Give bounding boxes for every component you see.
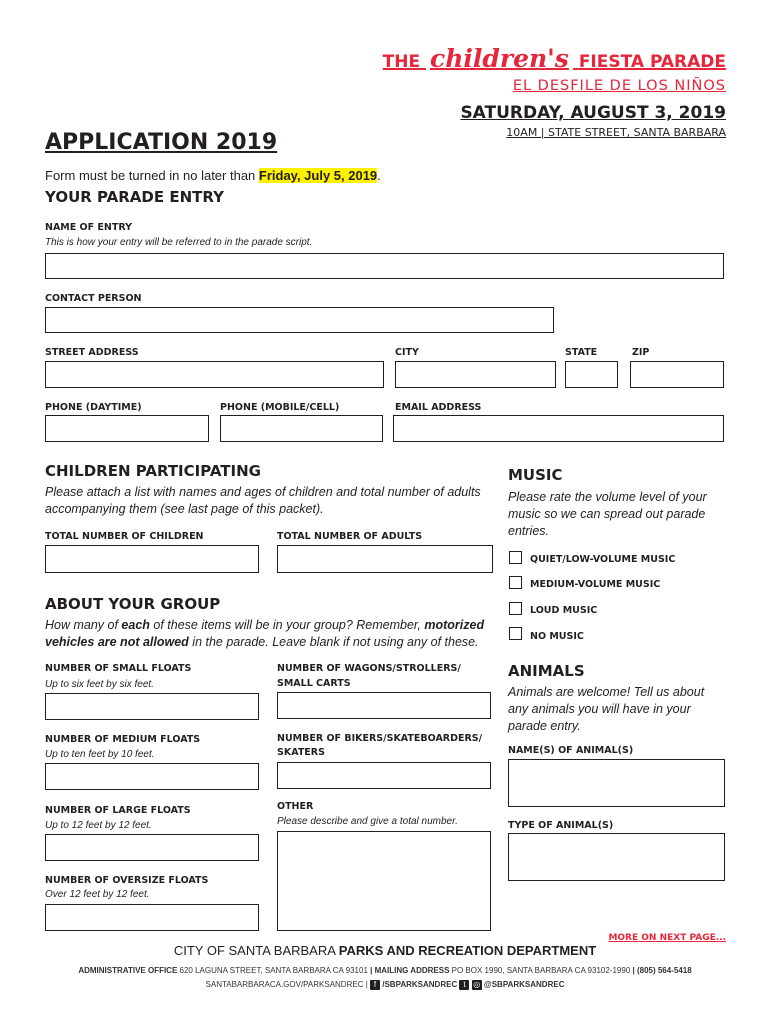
footer-department: [0, 943, 770, 958]
instagram-handle[interactable]: @SBPARKSANDREC: [483, 980, 565, 990]
footer-web: [0, 980, 770, 990]
phone-mobile-label: PHONE (MOBILE/CELL): [220, 402, 340, 413]
application-title: APPLICATION 2019: [45, 130, 278, 155]
oversize-floats-sub: Over 12 feet by 12 feet.: [45, 889, 150, 900]
small-floats-sub: Up to six feet by six feet.: [45, 679, 154, 690]
footer-addresses: [0, 966, 770, 975]
group-desc-each: each: [121, 618, 150, 632]
admin-office-label: ADMINISTRATIVE OFFICE: [78, 966, 178, 975]
quiet-music-checkbox[interactable]: [509, 551, 522, 564]
facebook-handle[interactable]: /SBPARKSANDREC: [382, 980, 458, 990]
deadline-prefix: Form must be turned in no later than: [45, 168, 259, 183]
state-field[interactable]: [565, 361, 618, 388]
phone-daytime-field[interactable]: [45, 415, 209, 442]
total-children-field[interactable]: [45, 545, 259, 573]
title-fiesta-parade: FIESTA PARADE: [578, 52, 726, 72]
large-floats-field[interactable]: [45, 834, 259, 861]
footer-website[interactable]: SANTABARBARACA.GOV/PARKSANDREC: [205, 980, 366, 990]
group-desc-motorized: motorized vehicles are not allowed: [45, 618, 485, 649]
name-of-entry-sub: This is how your entry will be referred to in the parade script.: [45, 237, 313, 248]
group-desc-1: How many of: [45, 618, 122, 632]
footer-separator: |: [365, 980, 368, 990]
name-of-entry-field[interactable]: [45, 253, 724, 279]
children-heading: CHILDREN PARTICIPATING: [45, 462, 261, 480]
phone-daytime-label: PHONE (DAYTIME): [45, 402, 142, 413]
mailing-address-label: MAILING ADDRESS: [372, 966, 450, 975]
large-floats-sub: Up to 12 feet by 12 feet.: [45, 820, 152, 831]
phone-mobile-field[interactable]: [220, 415, 383, 442]
no-music-label: NO MUSIC: [530, 631, 584, 642]
contact-person-field[interactable]: [45, 307, 554, 333]
medium-music-checkbox[interactable]: [509, 576, 522, 589]
medium-floats-field[interactable]: [45, 763, 259, 790]
parade-title: [383, 44, 726, 73]
animal-type-label: TYPE OF ANIMAL(S): [508, 820, 614, 831]
other-field[interactable]: [277, 831, 491, 931]
other-sub: Please describe and give a total number.: [277, 816, 458, 827]
mailing-address: PO BOX 1990, SANTA BARBARA CA 93102-1990: [449, 966, 633, 975]
zip-label: ZIP: [632, 347, 650, 358]
email-label: EMAIL ADDRESS: [395, 402, 482, 413]
zip-field[interactable]: [630, 361, 724, 388]
bikers-label-1: NUMBER OF BIKERS/SKATEBOARDERS/: [277, 733, 483, 744]
admin-office-address: 620 LAGUNA STREET, SANTA BARBARA CA 93101: [177, 966, 371, 975]
loud-music-label: LOUD MUSIC: [530, 605, 598, 616]
title-the: THE: [382, 52, 421, 72]
city-label: CITY: [395, 347, 419, 358]
group-heading: ABOUT YOUR GROUP: [45, 595, 221, 613]
total-adults-label: TOTAL NUMBER OF ADULTS: [277, 531, 423, 542]
wagons-label-2: SMALL CARTS: [277, 678, 351, 689]
wagons-field[interactable]: [277, 692, 491, 719]
oversize-floats-field[interactable]: [45, 904, 259, 931]
deadline-date: Friday, July 5, 2019: [258, 168, 378, 183]
title-childrens: children's: [430, 44, 569, 73]
parade-date: SATURDAY, AUGUST 3, 2019: [460, 103, 726, 123]
footer-separator: |: [632, 966, 635, 975]
email-field[interactable]: [393, 415, 724, 442]
medium-floats-sub: Up to ten feet by 10 feet.: [45, 749, 155, 760]
facebook-icon[interactable]: f: [370, 980, 380, 990]
large-floats-label: NUMBER OF LARGE FLOATS: [45, 805, 191, 816]
small-floats-label: NUMBER OF SMALL FLOATS: [45, 663, 192, 674]
entry-heading: YOUR PARADE ENTRY: [45, 188, 224, 206]
state-label: STATE: [565, 347, 598, 358]
deadline-suffix: .: [377, 168, 381, 183]
animals-heading: ANIMALS: [508, 662, 585, 680]
footer-phone: (805) 564-5418: [634, 966, 692, 975]
parade-time-place: 10AM | STATE STREET, SANTA BARBARA: [506, 126, 726, 139]
animals-desc: Animals are welcome! Tell us about any animals you will have in your parade entry.: [508, 685, 705, 733]
spanish-title: EL DESFILE DE LOS NIÑOS: [512, 78, 726, 94]
music-desc: Please rate the volume level of your music so we can spread out parade entries.: [508, 490, 707, 538]
twitter-icon[interactable]: t: [459, 980, 469, 990]
instagram-icon[interactable]: ◎: [473, 980, 481, 989]
loud-music-checkbox[interactable]: [509, 602, 522, 615]
footer-city: CITY OF SANTA BARBARA: [173, 943, 339, 958]
animal-names-label: NAME(S) OF ANIMAL(S): [508, 745, 634, 756]
total-adults-field[interactable]: [277, 545, 493, 573]
city-field[interactable]: [395, 361, 556, 388]
bikers-label-2: SKATERS: [277, 747, 325, 758]
quiet-music-label: QUIET/LOW-VOLUME MUSIC: [530, 554, 676, 565]
footer-dept: PARKS AND RECREATION DEPARTMENT: [338, 943, 597, 958]
animal-type-field[interactable]: [508, 833, 725, 881]
street-address-label: STREET ADDRESS: [45, 347, 139, 358]
children-desc: Please attach a list with names and ages of children and total number of adults accompanying them (see last page of this packet).: [45, 485, 481, 516]
total-children-label: TOTAL NUMBER OF CHILDREN: [45, 531, 204, 542]
medium-music-label: MEDIUM-VOLUME MUSIC: [530, 579, 661, 590]
animal-names-field[interactable]: [508, 759, 725, 807]
medium-floats-label: NUMBER OF MEDIUM FLOATS: [45, 734, 201, 745]
street-address-field[interactable]: [45, 361, 384, 388]
bikers-field[interactable]: [277, 762, 491, 789]
name-of-entry-label: NAME OF ENTRY: [45, 222, 133, 233]
wagons-label-1: NUMBER OF WAGONS/STROLLERS/: [277, 663, 461, 674]
other-label: OTHER: [277, 801, 314, 812]
footer-separator: |: [370, 966, 373, 975]
group-desc: [45, 617, 500, 651]
contact-person-label: CONTACT PERSON: [45, 293, 142, 304]
small-floats-field[interactable]: [45, 693, 259, 720]
more-on-next-page: MORE ON NEXT PAGE...: [608, 933, 726, 943]
group-desc-2: of these items will be in your group? Remember,: [149, 618, 425, 632]
deadline-note: [45, 168, 381, 183]
group-desc-3: in the parade. Leave blank if not using any of these.: [188, 635, 479, 649]
oversize-floats-label: NUMBER OF OVERSIZE FLOATS: [45, 875, 209, 886]
no-music-checkbox[interactable]: [509, 627, 522, 640]
music-heading: MUSIC: [508, 466, 563, 484]
